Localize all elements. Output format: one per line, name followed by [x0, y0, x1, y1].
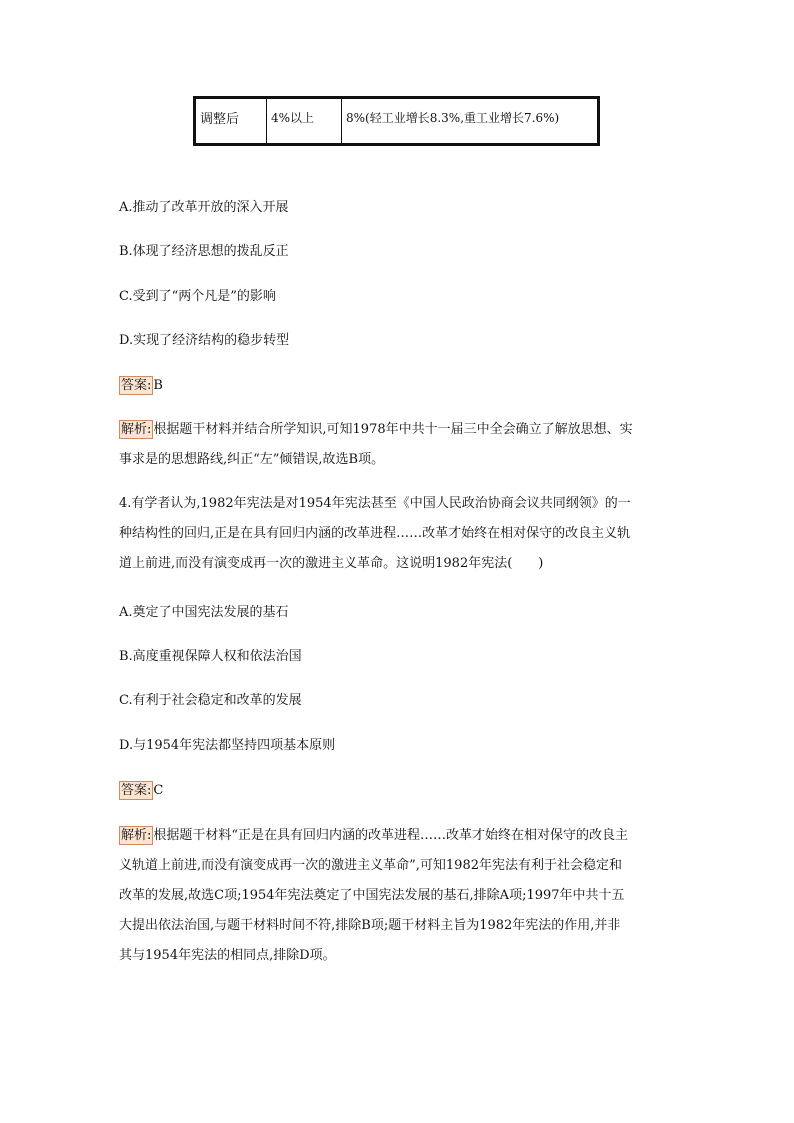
- analysis-line: 改革的发展,故选C项;1954年宪法奠定了中国宪法发展的基石,排除A项;1997年中共十五: [119, 888, 625, 903]
- analysis-line: 义轨道上前进,而没有演变成再一次的激进主义革命”,可知1982年宪法有利于社会稳定和: [119, 858, 622, 873]
- table-cell-rate: 4%以上: [267, 98, 342, 145]
- analysis-label: 解析:: [121, 828, 152, 843]
- q4-option-d: D.与1954年宪法都坚持四项基本原则: [119, 738, 336, 753]
- table-cell-detail: 8%(轻工业增长8.3%,重工业增长7.6%): [342, 98, 599, 145]
- stem-line: 道上前进,而没有演变成再一次的激进主义革命。这说明1982年宪法( ): [119, 556, 544, 571]
- analysis-line: 其与1954年宪法的相同点,排除D项。: [119, 948, 336, 963]
- analysis-line: 事求是的思想路线,纠正“左”倾错误,故选B项。: [119, 452, 385, 467]
- analysis-line: 大提出依法治国,与题干材料时间不符,排除B项;题干材料主旨为1982年宪法的作用,并非: [119, 918, 621, 933]
- q4-option-b: B.高度重视保障人权和依法治国: [119, 649, 302, 664]
- q3-analysis: [119, 415, 679, 475]
- analysis-label: 解析:: [121, 422, 152, 437]
- data-table: [193, 96, 600, 146]
- stem-line: 种结构性的回归,正是在具有回归内涵的改革进程……改革才始终在相对保守的改良主义轨: [119, 526, 631, 541]
- q3-answer: [119, 376, 163, 395]
- analysis-line: 解析: 根据题干材料“正是在具有回归内涵的改革进程……改革才始终在相对保守的改良主: [121, 828, 629, 843]
- stem-line: 4.有学者认为,1982年宪法是对1954年宪法甚至《中国人民政治协商会议共同纲领》的一: [119, 496, 631, 511]
- q4-option-c: C.有利于社会稳定和改革的发展: [119, 693, 302, 708]
- q4-answer: [119, 781, 163, 800]
- answer-label: 答案:: [121, 378, 152, 393]
- q3-option-c: C.受到了“两个凡是”的影响: [119, 289, 276, 304]
- answer-label: 答案:: [121, 783, 152, 798]
- q3-option-d: D.实现了经济结构的稳步转型: [119, 333, 290, 348]
- q4-option-a: A.奠定了中国宪法发展的基石: [119, 605, 289, 620]
- q4-stem: [119, 489, 679, 579]
- table-cell-label: 调整后: [195, 98, 267, 145]
- answer-value: B: [153, 378, 163, 393]
- q4-analysis: [119, 821, 679, 971]
- q3-option-b: B.体现了经济思想的拨乱反正: [119, 244, 289, 259]
- table-row: [195, 98, 599, 145]
- analysis-line: 解析: 根据题干材料并结合所学知识,可知1978年中共十一届三中全会确立了解放思想、实: [121, 422, 633, 437]
- q3-option-a: A.推动了改革开放的深入开展: [119, 200, 289, 215]
- answer-value: C: [153, 783, 164, 798]
